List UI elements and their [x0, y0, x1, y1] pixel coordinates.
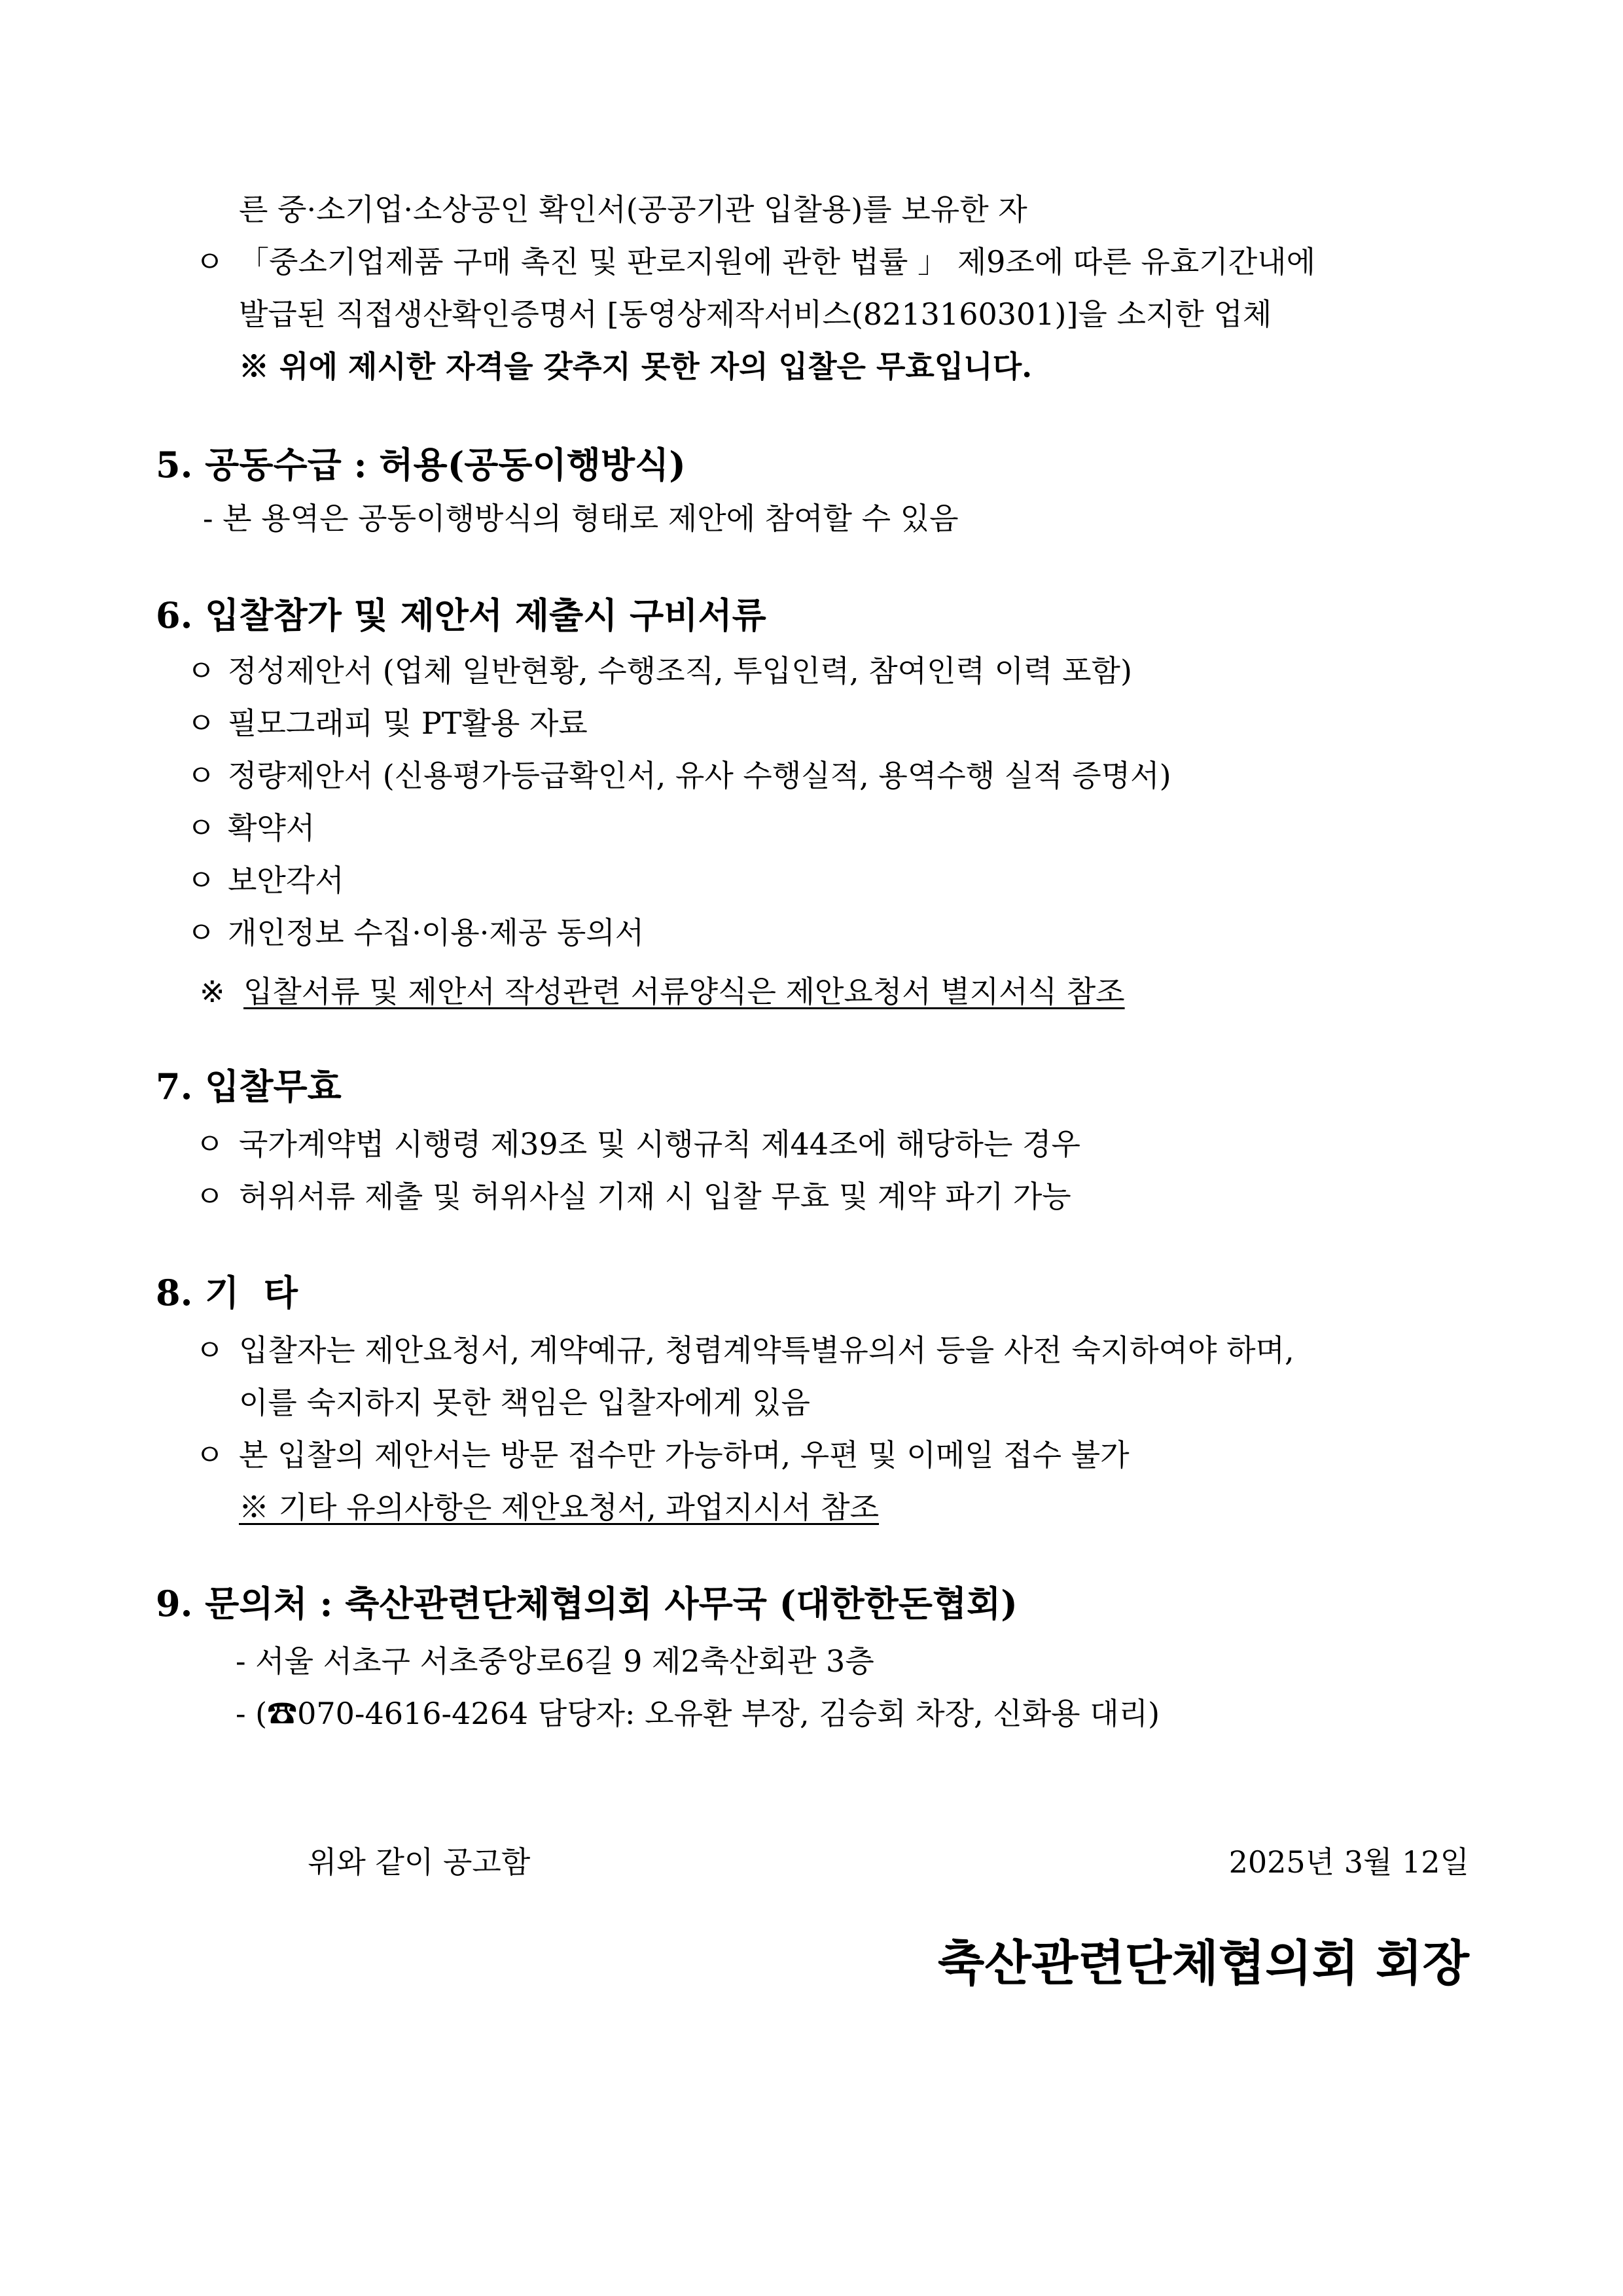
sec6-heading: 6. 입찰참가 및 제안서 제출시 구비서류: [156, 594, 766, 636]
sec8-bullet-1: ㅇ: [195, 1333, 224, 1368]
sec6-bullet-5: ㅇ: [187, 863, 216, 898]
sec8-bullet-2: ㅇ: [195, 1437, 224, 1473]
sec8-item1-line2: 이를 숙지하지 못한 책임은 입찰자에게 있음: [239, 1385, 810, 1420]
closing-signature: 축산관련단체협의회 회장: [937, 1935, 1469, 1992]
sec6-item-2: 필모그래피 및 PT활용 자료: [228, 706, 588, 741]
sec9-heading: 9. 문의처 : 축산관련단체협의회 사무국 (대한한돈협회): [156, 1583, 1018, 1624]
sec6-note-mark: ※: [200, 974, 225, 1009]
sec5-item: - 본 용역은 공동이행방식의 형태로 제안에 참여할 수 있음: [203, 501, 959, 536]
sec6-bullet-2: ㅇ: [187, 706, 216, 741]
sec8-note: ※ 기타 유의사항은 제안요청서, 과업지시서 참조: [239, 1490, 880, 1525]
closing-statement: 위와 같이 공고함: [308, 1844, 531, 1880]
sec6-item-4: 확약서: [228, 810, 315, 846]
sec4-line3: 발급된 직접생산확인증명서 [동영상제작서비스(8213160301)]을 소지한 업체: [239, 296, 1272, 332]
sec5-heading: 5. 공동수급 : 허용(공동이행방식): [156, 444, 686, 486]
sec6-item-3: 정량제안서 (신용평가등급확인서, 유사 수행실적, 용역수행 실적 증명서): [228, 758, 1171, 793]
sec6-item-1: 정성제안서 (업체 일반현황, 수행조직, 투입인력, 참여인력 이력 포함): [228, 653, 1132, 689]
sec7-item-2: 허위서류 제출 및 허위사실 기재 시 입찰 무효 및 계약 파기 가능: [239, 1179, 1071, 1214]
sec9-address: - 서울 서초구 서초중앙로6길 9 제2축산회관 3층: [236, 1643, 874, 1679]
sec4-note: ※ 위에 제시한 자격을 갖추지 못한 자의 입찰은 무효입니다.: [239, 349, 1033, 384]
sec7-heading: 7. 입찰무효: [156, 1066, 342, 1107]
sec6-item-6: 개인정보 수집·이용·제공 동의서: [228, 915, 645, 950]
sec7-bullet-2: ㅇ: [195, 1179, 224, 1214]
sec6-bullet-6: ㅇ: [187, 915, 216, 950]
sec4-bullet: ㅇ: [195, 244, 224, 279]
sec6-bullet-4: ㅇ: [187, 810, 216, 846]
sec4-line2-wrap: [239, 242, 1469, 281]
sec4-line2: 「중소기업제품 구매 촉진 및 판로지원에 관한 법률 」 제9조에 따른 유효기간내에: [239, 244, 1316, 279]
sec8-heading: 8. 기 타: [156, 1272, 298, 1314]
sec6-bullet-3: ㅇ: [187, 758, 216, 793]
sec6-bullet-1: ㅇ: [187, 653, 216, 689]
closing-date: 2025년 3월 12일: [1228, 1844, 1469, 1880]
sec7-item-1: 국가계약법 시행령 제39조 및 시행규칙 제44조에 해당하는 경우: [239, 1126, 1080, 1162]
sec6-note: 입찰서류 및 제안서 작성관련 서류양식은 제안요청서 별지서식 참조: [243, 974, 1125, 1009]
sec6-item-5: 보안각서: [228, 863, 344, 898]
sec8-item1-line1: 입찰자는 제안요청서, 계약예규, 청렴계약특별유의서 등을 사전 숙지하여야 하며,: [239, 1333, 1294, 1368]
sec7-bullet-1: ㅇ: [195, 1126, 224, 1162]
sec9-contact: - (☎070-4616-4264 담당자: 오유환 부장, 김승회 차장, 신화용 대리): [236, 1696, 1160, 1731]
sec4-line1: 른 중·소기업·소상공인 확인서(공공기관 입찰용)를 보유한 자: [239, 192, 1027, 227]
sec8-item2: 본 입찰의 제안서는 방문 접수만 가능하며, 우편 및 이메일 접수 불가: [239, 1437, 1130, 1473]
